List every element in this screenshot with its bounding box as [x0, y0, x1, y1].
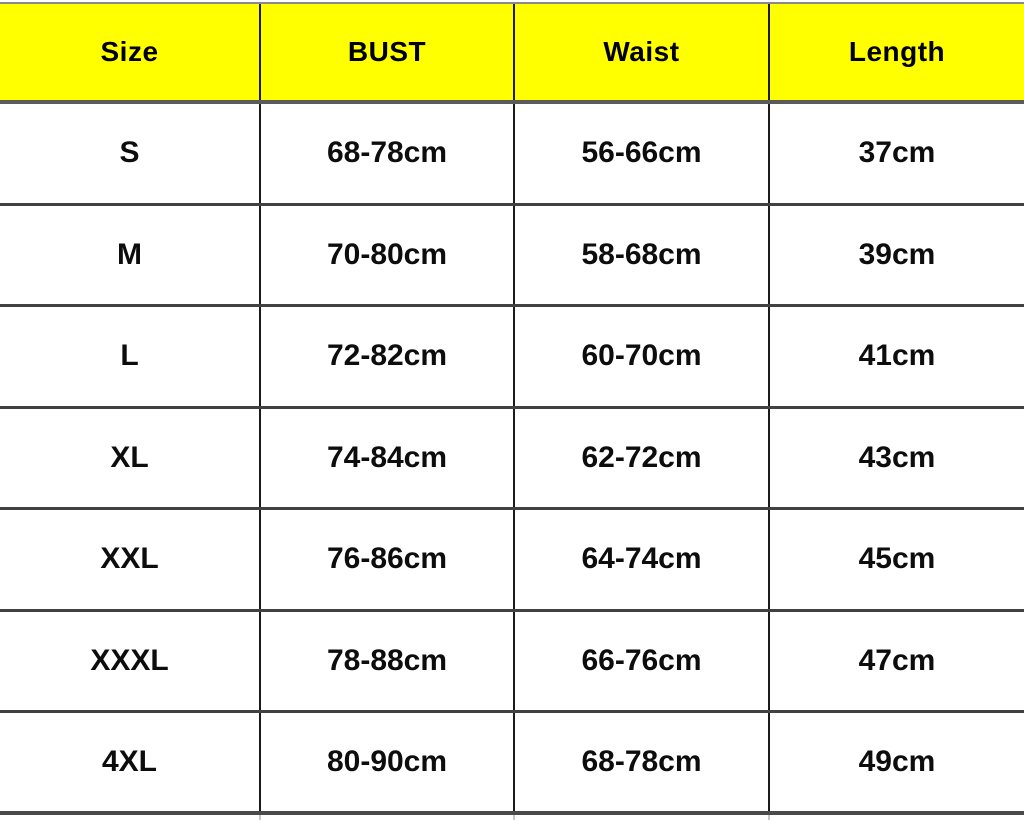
cell-size: XXL: [100, 542, 159, 576]
cell-size: S: [119, 136, 140, 170]
cell-length: 41cm: [768, 307, 1024, 406]
table-body: [0, 104, 1024, 815]
column-line-remnant: [768, 815, 770, 820]
cell-bust: 72-82cm: [259, 307, 513, 406]
column-line-remnant: [259, 815, 261, 820]
cell-bust: 78-88cm: [259, 612, 513, 711]
table-row: [0, 409, 1024, 511]
column-header-waist: Waist: [513, 4, 768, 100]
cell-size: M: [117, 237, 142, 271]
table-row: [0, 510, 1024, 612]
cell-length: 43cm: [768, 409, 1024, 508]
cell-waist: 64-74cm: [513, 510, 768, 609]
table-header-row: [0, 4, 1024, 104]
cell-size: 4XL: [101, 744, 158, 778]
column-header-bust: BUST: [259, 4, 513, 100]
cell-waist: 62-72cm: [513, 409, 768, 508]
column-header-length: Length: [768, 4, 1024, 100]
cropped-bottom-edge: [0, 815, 1024, 821]
column-header-size: Size: [100, 36, 159, 67]
table-row: [0, 612, 1024, 714]
cell-bust: 70-80cm: [259, 206, 513, 305]
cell-bust: 68-78cm: [259, 104, 513, 203]
cell-waist: 66-76cm: [513, 612, 768, 711]
cell-waist: 68-78cm: [513, 713, 768, 811]
cell-length: 49cm: [768, 713, 1024, 811]
cell-bust: 80-90cm: [259, 713, 513, 811]
cell-waist: 56-66cm: [513, 104, 768, 203]
cell-waist: 58-68cm: [513, 206, 768, 305]
cell-bust: 76-86cm: [259, 510, 513, 609]
table-row: [0, 206, 1024, 308]
cell-length: 37cm: [768, 104, 1024, 203]
cell-length: 47cm: [768, 612, 1024, 711]
cell-bust: 74-84cm: [259, 409, 513, 508]
size-chart-table: [0, 2, 1024, 815]
cell-waist: 60-70cm: [513, 307, 768, 406]
table-row: [0, 307, 1024, 409]
cell-length: 45cm: [768, 510, 1024, 609]
table-row: [0, 104, 1024, 206]
cell-size: XL: [110, 440, 149, 474]
cell-length: 39cm: [768, 206, 1024, 305]
table-row: [0, 713, 1024, 815]
cell-size: L: [120, 339, 139, 373]
column-line-remnant: [513, 815, 515, 820]
cell-size: XXXL: [90, 643, 169, 677]
